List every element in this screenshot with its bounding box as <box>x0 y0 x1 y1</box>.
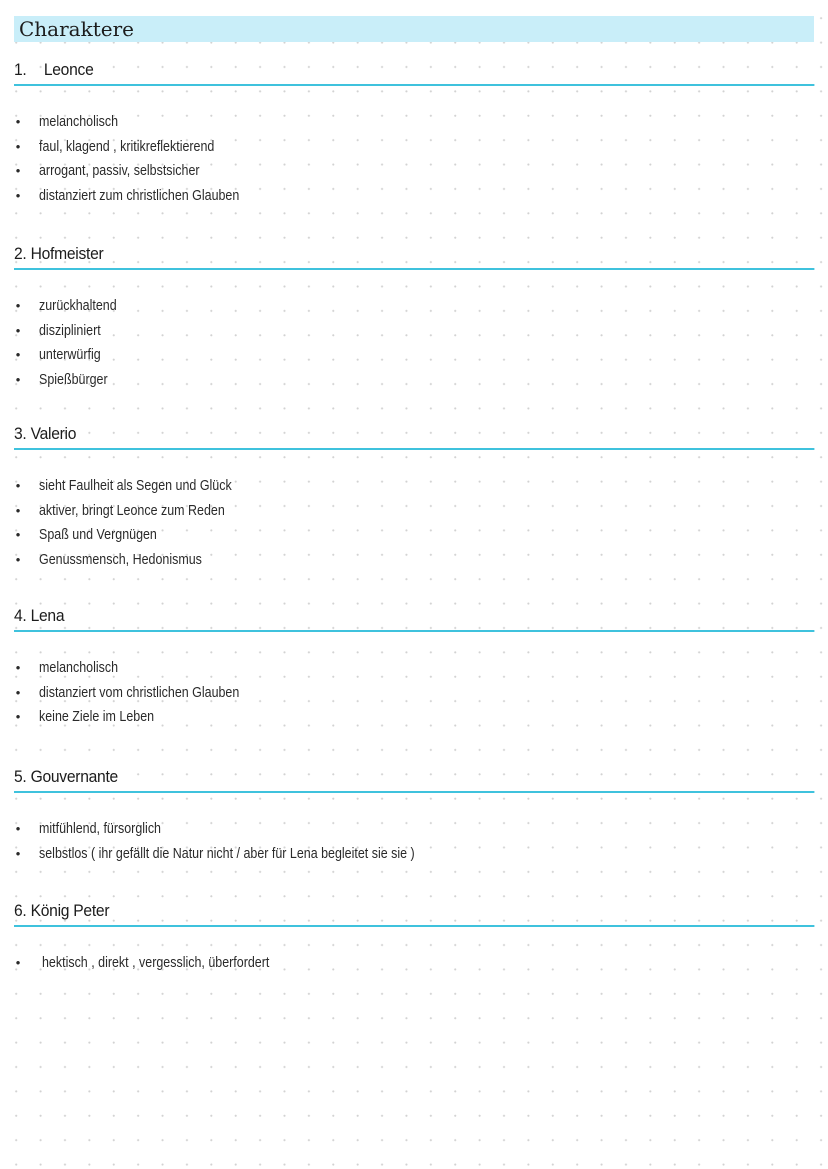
trait-text: faul, klagend , kritikreflektierend <box>39 138 215 155</box>
trait-text: melancholisch <box>39 114 119 130</box>
list-item <box>14 681 814 706</box>
list-item <box>14 343 814 368</box>
trait-text: Genussmensch, Hedonismus <box>39 551 202 568</box>
trait-list <box>14 110 814 208</box>
trait-text: selbstlos ( ihr gefällt die Natur nicht / aber für Lena begleitet sie sie ) <box>39 845 415 862</box>
bullet-icon: • <box>15 298 21 313</box>
section-title: Lena <box>30 606 65 625</box>
bullet-icon: • <box>15 527 21 542</box>
section-heading <box>14 899 814 927</box>
trait-text: diszipliniert <box>39 322 101 339</box>
list-item <box>14 368 814 393</box>
section-heading <box>14 58 814 86</box>
trait-text: mitfühlend, fürsorglich <box>39 821 161 837</box>
section-koenig-peter <box>14 899 814 971</box>
list-item <box>14 159 814 184</box>
list-item <box>14 705 814 730</box>
trait-text: zurückhaltend <box>39 298 117 314</box>
trait-list <box>14 951 814 976</box>
section-number: 3. <box>14 424 27 443</box>
section-lena <box>14 604 814 725</box>
bullet-icon: • <box>15 709 21 724</box>
section-valerio <box>14 422 814 568</box>
trait-text: distanziert zum christlichen Glauben <box>39 187 240 204</box>
bullet-icon: • <box>15 551 21 567</box>
section-title: Leonce <box>43 60 94 79</box>
trait-list <box>14 817 814 866</box>
section-title: Gouvernante <box>30 767 118 786</box>
list-item <box>14 523 814 548</box>
list-item <box>14 499 814 524</box>
bullet-icon: • <box>15 821 21 836</box>
trait-list <box>14 294 814 392</box>
page-title-banner <box>14 16 814 42</box>
section-heading <box>14 765 814 793</box>
section-heading <box>14 604 814 632</box>
list-item <box>14 135 814 160</box>
bullet-icon: • <box>15 845 21 861</box>
section-leonce <box>14 58 814 204</box>
list-item <box>14 294 814 319</box>
trait-list <box>14 474 814 572</box>
trait-text: melancholisch <box>39 660 119 676</box>
bullet-icon: • <box>15 955 21 970</box>
trait-text: aktiver, bringt Leonce zum Reden <box>39 502 225 519</box>
section-heading <box>14 242 814 270</box>
trait-text: sieht Faulheit als Segen und Glück <box>39 478 232 494</box>
bullet-icon: • <box>15 502 21 518</box>
section-number: 5. <box>14 767 27 786</box>
section-number: 1. <box>14 60 27 79</box>
section-hofmeister <box>14 242 814 388</box>
section-number: 6. <box>14 901 27 920</box>
bullet-icon: • <box>15 660 21 675</box>
list-item <box>14 110 814 135</box>
trait-text: hektisch , direkt , vergesslich, überfordert <box>42 955 270 971</box>
bullet-icon: • <box>15 138 21 154</box>
trait-text: distanziert vom christlichen Glauben <box>39 684 240 701</box>
bullet-icon: • <box>15 114 21 129</box>
trait-text: Spaß und Vergnügen <box>39 527 157 543</box>
bullet-icon: • <box>15 322 21 338</box>
section-number: 4. <box>14 606 27 625</box>
trait-text: arrogant, passiv, selbstsicher <box>39 163 200 179</box>
section-number: 2. <box>14 244 27 263</box>
section-title: König Peter <box>30 901 110 920</box>
list-item <box>14 817 814 842</box>
list-item <box>14 842 814 867</box>
bullet-icon: • <box>15 187 21 203</box>
page-title: Charaktere <box>19 17 134 41</box>
bullet-icon: • <box>15 478 21 493</box>
trait-text: Spießbürger <box>39 371 108 388</box>
section-title: Hofmeister <box>30 244 104 263</box>
bullet-icon: • <box>15 684 21 700</box>
trait-text: keine Ziele im Leben <box>39 709 155 725</box>
list-item <box>14 474 814 499</box>
section-title: Valerio <box>30 424 77 443</box>
bullet-icon: • <box>15 371 21 387</box>
list-item <box>14 656 814 681</box>
bullet-icon: • <box>15 347 21 362</box>
list-item <box>14 184 814 209</box>
trait-list <box>14 656 814 730</box>
bullet-icon: • <box>15 163 21 178</box>
section-gouvernante <box>14 765 814 862</box>
list-item <box>14 548 814 573</box>
trait-text: unterwürfig <box>39 347 101 363</box>
list-item <box>14 319 814 344</box>
section-heading <box>14 422 814 450</box>
list-item <box>14 951 814 976</box>
